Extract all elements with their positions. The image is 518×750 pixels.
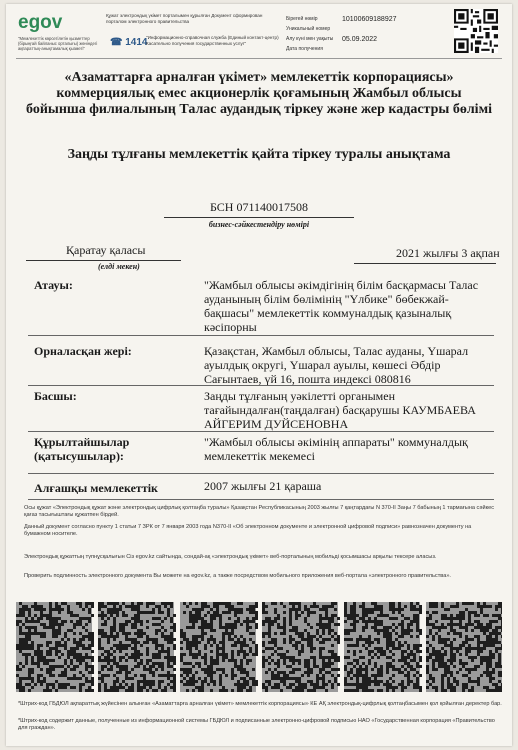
header-description: Құжат электрондық үкімет порталымен құрылған Документ сформирован порталом электронного правительства: [106, 13, 263, 24]
header-info-service: "Информационно-справочная служба (Единый контакт-центр) Касательно получения государственных услуг": [146, 35, 279, 46]
first-registration-label: Алғашқы мемлекеттік: [34, 481, 158, 495]
field-divider: [28, 385, 494, 386]
legal-note-kz: Осы құжат «Электрондық құжат және электрондық цифрлық қолтаңба туралы» Қазақстан Республикасының 2003 жылғы 7 қаңтардағы N 370-II Заңы 7 бабының 1 тармағына сәйкес қағаз тасығыштағы құжатпен бірдей.: [24, 505, 495, 519]
name-value: "Жамбыл облысы әкімдігінің білім басқармасы Талас ауданының білім бөлімінің "Үлбике" бөбекжай-бақшасы" мемлекеттік коммуналдық қазыналық кәсіпорны: [204, 278, 479, 334]
egov-logo: egov: [18, 12, 63, 33]
place-underline: [26, 260, 181, 261]
verification-note-kz: Электрондық құжаттың түпнұсқалығын Сіз egov.kz сайтында, сондай-ақ «электрондық үкімет» веб-порталының мобильді қосымшасы арқылы тексере аласыз.: [24, 554, 437, 560]
phone-icon: ☎: [110, 37, 123, 48]
barcode-note-ru: *Штрих-код содержит данные, полученные из информационной системы ГБДЮЛ и подписанные электронно-цифровой подписью НАО «Государственная корпорация «Правительство для граждан».: [18, 718, 495, 732]
unique-number: 10100609188927: [342, 16, 397, 23]
meta-labels: [286, 14, 333, 54]
head-label: Басшы:: [34, 389, 77, 403]
location-value: Қазақстан, Жамбыл облысы, Талас ауданы, Үшарал ауылдық округі, Үшарал ауылы, көшесі Әбдір Сағынтаев, үй 16, пошта индексі 080816: [204, 344, 469, 386]
barcode-image: [16, 602, 502, 692]
head-value: Заңды тұлғаның уәкілетті органымен тағайындалған(таңдалған) басқарушы КАУМБАЕВА АЙГЕРИМ ДУЙСЕНОВНА: [204, 389, 476, 431]
place-caption: (елді мекен): [98, 262, 140, 271]
location-label: Орналасқан жері:: [34, 344, 132, 358]
date-underline: [354, 263, 496, 264]
first-registration-value: 2007 жылғы 21 қараша: [204, 479, 322, 493]
barcode-note-kz: *Штрих-код ГБДЮЛ ақпараттық жүйесінен алынған «Азаматтарға арналған үкімет» мемлекеттік корпорациясы» КЕ АҚ электрондық-цифрлық қолтаңбасымен қол қойылған деректер бар.: [18, 701, 502, 707]
meta-label: Алу күні мен уақыты: [286, 36, 334, 42]
document-title: Заңды тұлғаны мемлекеттік қайта тіркеу туралы анықтама: [67, 147, 451, 162]
organization-name: «Азаматтарға арналған үкімет» мемлекеттік корпорациясы» коммерциялық емес акционерлік қоғамының Жамбыл облысы бойынша филиалының Талас аудандық тіркеу және жер кадастры бөлімі: [26, 70, 492, 117]
meta-values: [342, 13, 397, 45]
field-divider: [28, 499, 494, 500]
founders-value: "Жамбыл облысы әкімінің аппараты" коммуналдық мемлекеттік мекемесі: [204, 435, 468, 463]
logo-caption: "Мемлекеттік көрсетілетін қызметтер (бірыңғай байланыс орталығы) жөніндегі ақпараттық-анықтамалық қызметі": [18, 36, 98, 51]
issue-date: 2021 жылғы 3 ақпан: [396, 246, 500, 260]
founders-label: Құрылтайшылар (қатысушылар):: [34, 435, 130, 463]
document-page: [6, 4, 512, 746]
bin-number: БСН 071140017508: [209, 200, 309, 214]
hotline-text: 1414: [125, 37, 148, 48]
hotline-number: [110, 37, 148, 48]
field-divider: [28, 473, 494, 474]
qr-code-icon: [454, 9, 498, 53]
receipt-date: 05.09.2022: [342, 36, 378, 43]
field-divider: [28, 431, 494, 432]
bin-underline: [164, 217, 354, 218]
field-divider: [28, 335, 494, 336]
verification-note-ru: Проверить подлинность электронного документа Вы можете на egov.kz, а также посредством мобильного приложения веб-портала «электронного правительства».: [24, 573, 451, 579]
header-divider: [16, 58, 502, 59]
place-of-issue: Қаратау қаласы: [66, 243, 146, 257]
meta-label: Уникальный номер: [286, 26, 331, 32]
meta-label: Бірегей нөмір: [286, 16, 318, 22]
bin-caption: бизнес-сәйкестендіру нөмірі: [208, 220, 310, 229]
meta-label: Дата получения: [286, 46, 323, 52]
name-label: Атауы:: [34, 278, 73, 292]
legal-note-ru: Данный документ согласно пункту 1 статьи 7 ЗРК от 7 января 2003 года N370-II «Об электронном документе и электронной цифровой подписи» равнозначен документу на бумажном носителе.: [24, 524, 472, 538]
